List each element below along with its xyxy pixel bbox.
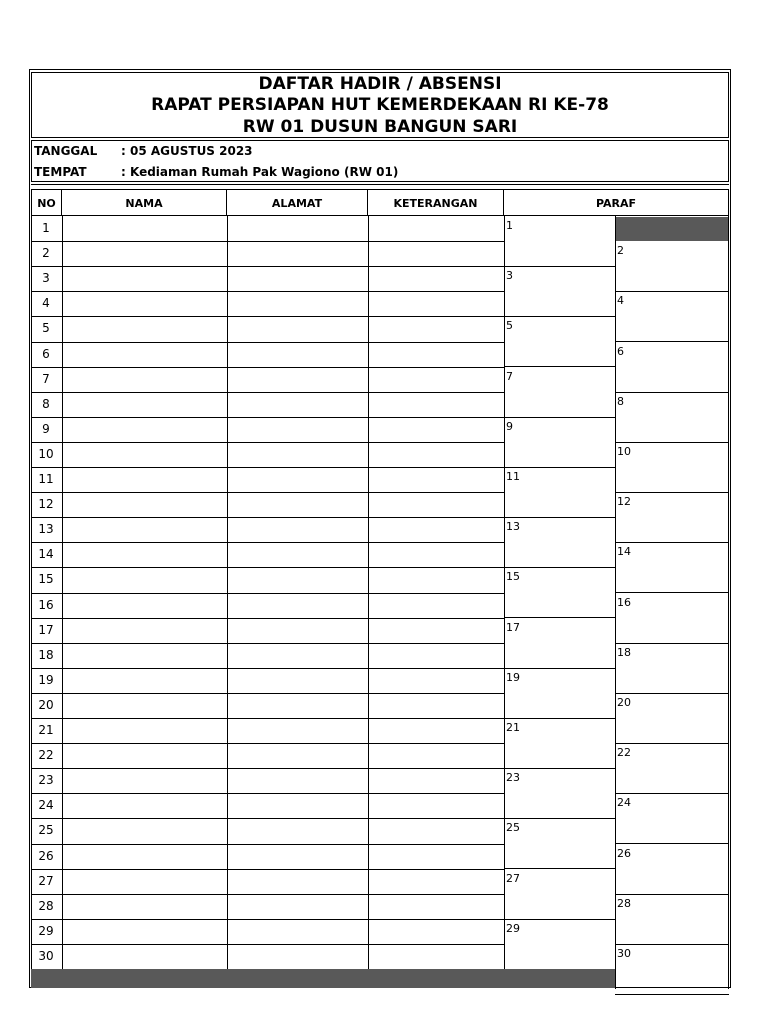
paraf-number: 30 — [617, 947, 631, 960]
row-line — [31, 643, 504, 644]
column-header-nama: NAMA — [62, 189, 227, 216]
row-line — [31, 768, 504, 769]
row-number: 25 — [38, 823, 54, 837]
row-number: 24 — [38, 798, 54, 812]
title-line-3: RW 01 DUSUN BANGUN SARI — [242, 117, 518, 137]
paraf-line — [615, 392, 729, 393]
column-header-alamat: ALAMAT — [227, 189, 368, 216]
paraf-number: 4 — [617, 294, 624, 307]
row-line — [31, 919, 504, 920]
paraf-line — [615, 592, 729, 593]
row-number: 15 — [38, 572, 54, 586]
paraf-line — [615, 743, 729, 744]
column-header-keterangan: KETERANGAN — [368, 189, 504, 216]
paraf-number: 13 — [506, 520, 520, 533]
row-line — [31, 718, 504, 719]
row-number: 28 — [38, 899, 54, 913]
tempat-value: : Kediaman Rumah Pak Wagiono (RW 01) — [121, 165, 399, 179]
tanggal-value: : 05 AGUSTUS 2023 — [121, 144, 253, 158]
paraf-line — [615, 542, 729, 543]
row-line — [31, 241, 504, 242]
paraf-line — [504, 366, 615, 367]
row-number: 10 — [38, 447, 54, 461]
separator-line — [31, 184, 729, 185]
row-number: 3 — [42, 271, 50, 285]
row-line — [31, 593, 504, 594]
paraf-line — [504, 668, 615, 669]
attendance-table — [31, 189, 729, 968]
row-number: 6 — [42, 347, 50, 361]
row-number: 26 — [38, 849, 54, 863]
row-line — [31, 818, 504, 819]
paraf-shade — [616, 217, 728, 241]
row-number: 19 — [38, 673, 54, 687]
paraf-line — [615, 793, 729, 794]
paraf-number: 3 — [506, 269, 513, 282]
paraf-number: 24 — [617, 796, 631, 809]
row-number: 7 — [42, 372, 50, 386]
paraf-number: 8 — [617, 395, 624, 408]
row-line — [31, 442, 504, 443]
row-number: 27 — [38, 874, 54, 888]
row-line — [31, 291, 504, 292]
paraf-line — [504, 266, 615, 267]
row-line — [31, 316, 504, 317]
row-number: 2 — [42, 246, 50, 260]
paraf-line — [504, 517, 615, 518]
tanggal-label: TANGGAL — [34, 144, 98, 158]
paraf-number: 26 — [617, 847, 631, 860]
paraf-line — [615, 643, 729, 644]
paraf-number: 27 — [506, 872, 520, 885]
row-line — [31, 517, 504, 518]
paraf-number: 5 — [506, 319, 513, 332]
paraf-number: 12 — [617, 495, 631, 508]
title-line-1: DAFTAR HADIR / ABSENSI — [258, 74, 502, 94]
paraf-number: 14 — [617, 545, 631, 558]
table-right-border — [728, 189, 729, 989]
row-line — [31, 467, 504, 468]
paraf-line — [504, 467, 615, 468]
paraf-number: 18 — [617, 646, 631, 659]
row-line — [31, 793, 504, 794]
title-box — [31, 72, 729, 138]
row-line — [31, 567, 504, 568]
paraf-line — [615, 843, 729, 844]
paraf-number: 7 — [506, 370, 513, 383]
paraf-number: 15 — [506, 570, 520, 583]
row-line — [31, 417, 504, 418]
paraf-line — [504, 768, 615, 769]
row-number: 13 — [38, 522, 54, 536]
row-line — [31, 944, 504, 945]
row-number: 20 — [38, 698, 54, 712]
paraf-number: 6 — [617, 345, 624, 358]
row-number: 1 — [42, 221, 50, 235]
paraf-number: 16 — [617, 596, 631, 609]
row-number: 12 — [38, 497, 54, 511]
paraf-line — [504, 417, 615, 418]
paraf-line — [615, 341, 729, 342]
row-line — [31, 844, 504, 845]
paraf-number: 2 — [617, 244, 624, 257]
paraf-line — [504, 818, 615, 819]
paraf-number: 9 — [506, 420, 513, 433]
paraf-number: 11 — [506, 470, 520, 483]
row-number: 23 — [38, 773, 54, 787]
paraf-line — [504, 718, 615, 719]
paraf-number: 17 — [506, 621, 520, 634]
paraf-number: 21 — [506, 721, 520, 734]
paraf-number: 19 — [506, 671, 520, 684]
row-line — [31, 668, 504, 669]
paraf-number: 1 — [506, 219, 513, 232]
paraf-number: 25 — [506, 821, 520, 834]
paraf-line — [615, 994, 729, 995]
row-line — [31, 367, 504, 368]
paraf-line — [504, 919, 615, 920]
row-line — [31, 266, 504, 267]
row-number: 14 — [38, 547, 54, 561]
column-header-no: NO — [31, 189, 62, 216]
row-number: 9 — [42, 422, 50, 436]
paraf-line — [615, 492, 729, 493]
column-divider — [504, 216, 505, 969]
row-line — [31, 542, 504, 543]
bottom-shade — [31, 969, 615, 988]
row-number: 4 — [42, 296, 50, 310]
paraf-line — [504, 617, 615, 618]
paraf-number: 29 — [506, 922, 520, 935]
row-number: 8 — [42, 397, 50, 411]
row-number: 16 — [38, 598, 54, 612]
paraf-line — [615, 442, 729, 443]
paraf-number: 10 — [617, 445, 631, 458]
row-line — [31, 492, 504, 493]
row-number: 11 — [38, 472, 54, 486]
row-line — [31, 743, 504, 744]
paraf-line — [504, 567, 615, 568]
paraf-line — [504, 868, 615, 869]
paraf-line — [615, 894, 729, 895]
row-number: 22 — [38, 748, 54, 762]
paraf-number: 28 — [617, 897, 631, 910]
row-number: 29 — [38, 924, 54, 938]
row-line — [31, 618, 504, 619]
row-line — [31, 392, 504, 393]
paraf-number: 20 — [617, 696, 631, 709]
column-header-paraf: PARAF — [504, 189, 729, 216]
tempat-label: TEMPAT — [34, 165, 87, 179]
paraf-line — [504, 316, 615, 317]
row-number: 5 — [42, 321, 50, 335]
paraf-number: 23 — [506, 771, 520, 784]
row-line — [31, 342, 504, 343]
row-line — [31, 869, 504, 870]
row-number: 18 — [38, 648, 54, 662]
paraf-line — [615, 944, 729, 945]
title-line-2: RAPAT PERSIAPAN HUT KEMERDEKAAN RI KE-78 — [151, 95, 609, 115]
row-line — [31, 693, 504, 694]
row-number: 30 — [38, 949, 54, 963]
row-number: 21 — [38, 723, 54, 737]
info-box — [31, 140, 729, 182]
row-number: 17 — [38, 623, 54, 637]
paraf-line — [615, 291, 729, 292]
paraf-number: 22 — [617, 746, 631, 759]
row-line — [31, 894, 504, 895]
paraf-divider — [615, 216, 616, 989]
paraf-line — [615, 693, 729, 694]
